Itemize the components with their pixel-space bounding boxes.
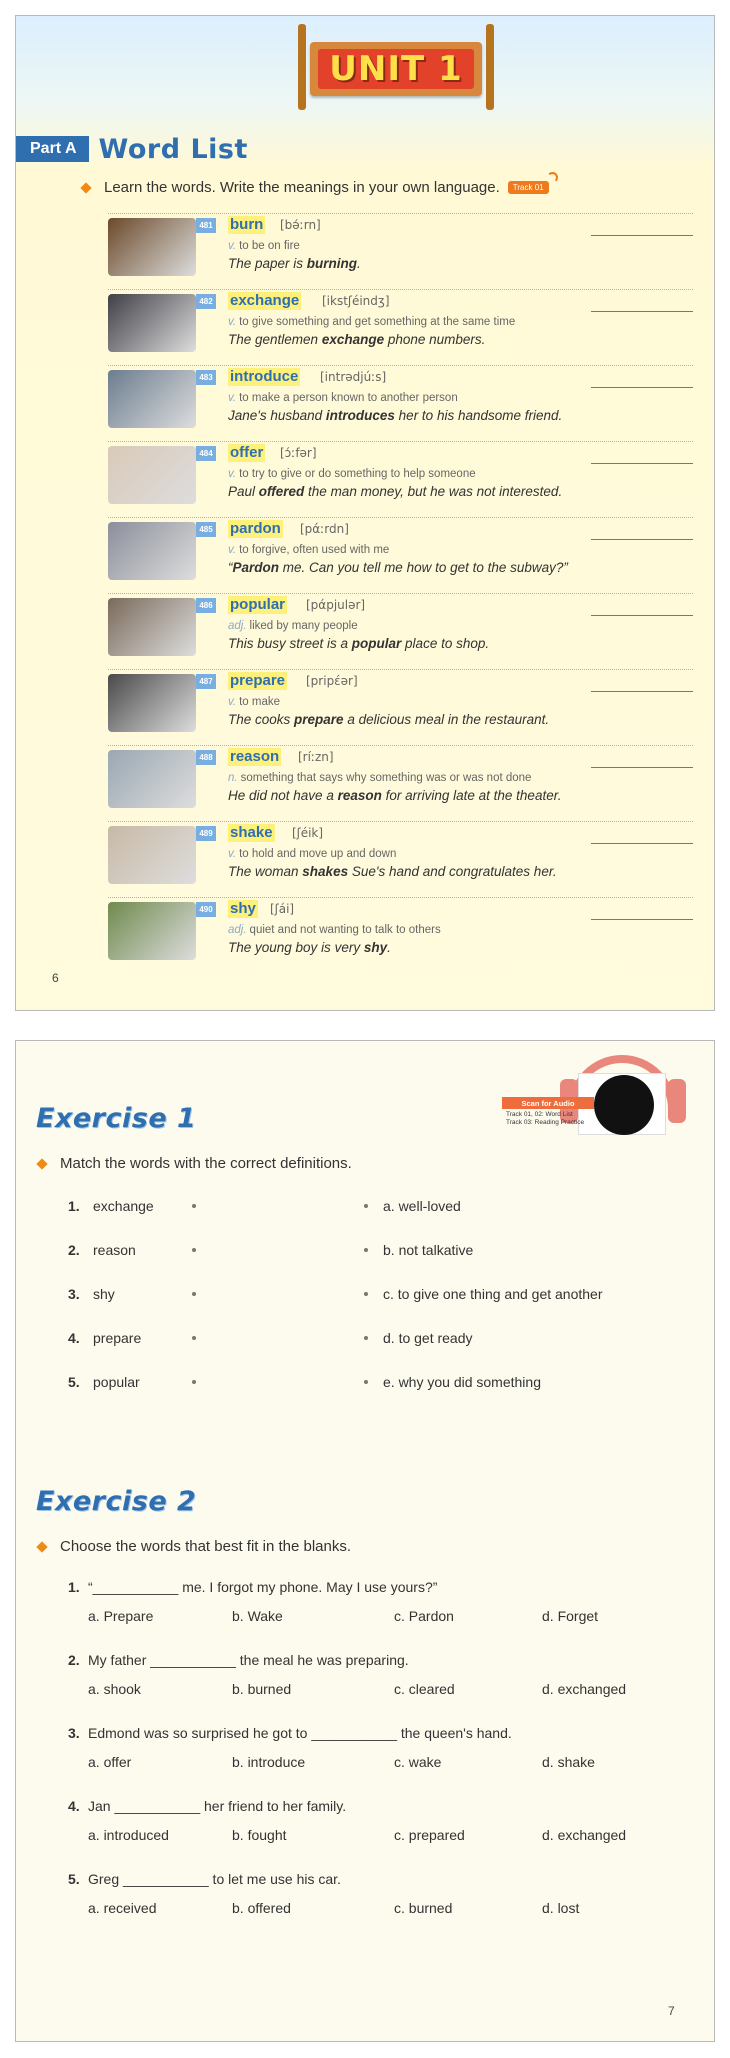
headword: popular	[230, 596, 285, 613]
example-keyword: burning	[306, 256, 358, 271]
exercise-2-title: Exercise 2	[36, 1486, 197, 1517]
word-number: 481	[196, 218, 216, 233]
word-entry	[108, 745, 693, 815]
word-number: 489	[196, 826, 216, 841]
example-text: her to his handsome friend.	[394, 408, 563, 423]
answer-option[interactable]: b. Wake	[232, 1608, 283, 1624]
example-sentence	[228, 864, 557, 879]
part-of-speech: v.	[228, 316, 237, 328]
question-number: 5.	[68, 1871, 80, 1887]
example-keyword: shakes	[302, 864, 349, 879]
meaning-blank[interactable]	[591, 235, 693, 236]
definition	[228, 848, 396, 860]
definition	[228, 240, 300, 252]
headword: pardon	[230, 520, 281, 537]
word-number: 485	[196, 522, 216, 537]
answer-option[interactable]: a. Prepare	[88, 1608, 154, 1624]
match-dot-left[interactable]	[192, 1336, 196, 1340]
answer-option[interactable]: c. wake	[394, 1754, 442, 1770]
word-illustration	[108, 750, 196, 808]
part-of-speech: v.	[228, 240, 237, 252]
instruction-text: Learn the words. Write the meanings in your own language.	[104, 179, 500, 196]
headword: exchange	[230, 292, 300, 309]
question-sentence: Jan ___________ her friend to her family.	[88, 1798, 347, 1814]
question	[68, 1652, 688, 1702]
example-keyword: reason	[337, 788, 382, 803]
scan-track-line-2: Track 03: Reading Practice	[506, 1119, 585, 1126]
headword: prepare	[230, 672, 286, 689]
part-of-speech: adj.	[228, 620, 247, 632]
word-illustration	[108, 902, 196, 960]
page-number: 6	[52, 971, 59, 985]
word-illustration	[108, 370, 196, 428]
answer-option[interactable]: d. shake	[542, 1754, 595, 1770]
definition-text: to make	[239, 696, 281, 708]
part-tag: Part A	[16, 136, 89, 162]
meaning-blank[interactable]	[591, 539, 693, 540]
entry-divider	[108, 669, 693, 670]
example-text: for arriving late at the theater.	[381, 788, 562, 803]
part-of-speech: v.	[228, 848, 237, 860]
scan-for-audio[interactable]	[502, 1055, 698, 1137]
pronunciation: [ikstʃéindʒ]	[322, 294, 390, 308]
part-of-speech: adj.	[228, 924, 247, 936]
match-word: reason	[93, 1242, 136, 1258]
word-illustration	[108, 446, 196, 504]
entry-divider	[108, 821, 693, 822]
word-illustration	[108, 218, 196, 276]
banner-pole-left	[298, 24, 306, 110]
answer-option[interactable]: b. burned	[232, 1681, 292, 1697]
example-sentence	[228, 256, 361, 271]
word-number: 483	[196, 370, 216, 385]
answer-option[interactable]: b. offered	[232, 1900, 291, 1916]
part-title: Word List	[98, 133, 248, 165]
meaning-blank[interactable]	[591, 919, 693, 920]
answer-option[interactable]: b. introduce	[232, 1754, 306, 1770]
example-keyword: popular	[351, 636, 402, 651]
definition	[228, 696, 280, 708]
match-dot-left[interactable]	[192, 1380, 196, 1384]
entry-divider	[108, 745, 693, 746]
meaning-blank[interactable]	[591, 843, 693, 844]
pronunciation: [ʃái]	[270, 902, 295, 916]
match-row	[68, 1286, 668, 1308]
instruction-text: Choose the words that best fit in the blanks.	[60, 1538, 351, 1555]
word-number: 490	[196, 902, 216, 917]
match-word: shy	[93, 1286, 115, 1302]
entry-divider	[108, 441, 693, 442]
meaning-blank[interactable]	[591, 615, 693, 616]
item-number: 2.	[68, 1242, 80, 1258]
example-text: place to shop.	[401, 636, 490, 651]
definition-text: to forgive, often used with me	[239, 544, 390, 556]
definition	[228, 392, 458, 404]
question	[68, 1725, 688, 1775]
example-text: The cooks	[228, 712, 295, 727]
word-entry	[108, 669, 693, 739]
word-entry	[108, 289, 693, 359]
exercise-1-instruction	[38, 1155, 352, 1172]
match-dot-right[interactable]	[364, 1336, 368, 1340]
item-number: 5.	[68, 1374, 80, 1390]
word-entry	[108, 821, 693, 891]
word-entry	[108, 593, 693, 663]
question-sentence: Greg ___________ to let me use his car.	[88, 1871, 341, 1887]
pronunciation: [pάːrdn]	[300, 522, 349, 536]
word-illustration	[108, 674, 196, 732]
example-sentence	[228, 788, 561, 803]
question-number: 1.	[68, 1579, 80, 1595]
item-number: 4.	[68, 1330, 80, 1346]
banner-pole-right	[486, 24, 494, 110]
headword: burn	[230, 216, 264, 233]
banner-board	[310, 42, 482, 96]
qr-code-icon	[594, 1075, 654, 1135]
example-sentence	[228, 636, 489, 651]
match-dot-left[interactable]	[192, 1248, 196, 1252]
headword: offer	[230, 444, 264, 461]
match-word: exchange	[93, 1198, 154, 1214]
match-dot-right[interactable]	[364, 1204, 368, 1208]
example-text: Sue's hand and congratulates her.	[348, 864, 557, 879]
definition-text: to try to give or do something to help someone	[239, 468, 476, 480]
example-sentence	[228, 940, 391, 955]
match-row	[68, 1198, 668, 1220]
answer-option[interactable]: c. cleared	[394, 1681, 455, 1697]
answer-option[interactable]: c. Pardon	[394, 1608, 454, 1624]
word-entry	[108, 365, 693, 435]
definition	[228, 468, 476, 480]
example-sentence	[228, 712, 549, 727]
bullet-diamond-icon	[36, 1158, 47, 1169]
unit-banner	[298, 24, 494, 112]
pronunciation: [bə́ːrn]	[280, 218, 321, 232]
definition	[228, 620, 358, 632]
meaning-blank[interactable]	[591, 767, 693, 768]
part-of-speech: v.	[228, 544, 237, 556]
example-keyword: Pardon	[232, 560, 280, 575]
match-definition: e. why you did something	[383, 1374, 541, 1390]
example-text: .	[387, 940, 391, 955]
headphones-ear-right-icon	[668, 1079, 686, 1123]
match-dot-left[interactable]	[192, 1292, 196, 1296]
definition-text: liked by many people	[249, 620, 358, 632]
pronunciation: [ʃéik]	[292, 826, 324, 840]
part-header	[16, 134, 248, 164]
example-sentence	[228, 332, 485, 347]
question-number: 3.	[68, 1725, 80, 1741]
example-text: “	[228, 560, 233, 575]
word-number: 486	[196, 598, 216, 613]
word-number: 484	[196, 446, 216, 461]
pronunciation: [pripέər]	[306, 674, 358, 688]
match-row	[68, 1330, 668, 1352]
definition-text: to be on fire	[239, 240, 300, 252]
word-illustration	[108, 294, 196, 352]
part-of-speech: v.	[228, 696, 237, 708]
bullet-diamond-icon	[80, 182, 91, 193]
definition-text: something that says why something was or was not done	[240, 772, 532, 784]
word-entry	[108, 441, 693, 511]
pronunciation: [intrədjúːs]	[320, 370, 387, 384]
answer-option[interactable]: a. shook	[88, 1681, 141, 1697]
answer-option[interactable]: a. received	[88, 1900, 157, 1916]
answer-option[interactable]: a. introduced	[88, 1827, 169, 1843]
example-text: The gentlemen	[228, 332, 322, 347]
question-sentence: My father ___________ the meal he was preparing.	[88, 1652, 409, 1668]
definition	[228, 544, 389, 556]
meaning-blank[interactable]	[591, 463, 693, 464]
meaning-blank[interactable]	[591, 691, 693, 692]
word-illustration	[108, 598, 196, 656]
headword: shy	[230, 900, 256, 917]
answer-option[interactable]: a. offer	[88, 1754, 132, 1770]
match-dot-right[interactable]	[364, 1248, 368, 1252]
part-of-speech: n.	[228, 772, 238, 784]
entry-divider	[108, 897, 693, 898]
word-illustration	[108, 826, 196, 884]
match-row	[68, 1374, 668, 1396]
example-text: Jane's husband	[228, 408, 326, 423]
answer-option[interactable]: d. Forget	[542, 1608, 599, 1624]
example-text: This busy street is a	[228, 636, 352, 651]
unit-title: UNIT 1	[329, 49, 463, 89]
pronunciation: [ɔ́ːfər]	[280, 446, 317, 460]
example-keyword: offered	[258, 484, 305, 499]
exercise-2-instruction	[38, 1538, 351, 1555]
bullet-diamond-icon	[36, 1541, 47, 1552]
word-number: 482	[196, 294, 216, 309]
instruction-text: Match the words with the correct definitions.	[60, 1155, 352, 1172]
word-number: 488	[196, 750, 216, 765]
example-text: the man money, but he was not interested.	[304, 484, 563, 499]
match-definition: d. to get ready	[383, 1330, 473, 1346]
pronunciation: [pάpjulər]	[306, 598, 366, 612]
match-dot-right[interactable]	[364, 1292, 368, 1296]
answer-option[interactable]: d. exchanged	[542, 1827, 627, 1843]
question	[68, 1798, 688, 1848]
example-text: a delicious meal in the restaurant.	[343, 712, 550, 727]
meaning-blank[interactable]	[591, 311, 693, 312]
answer-option[interactable]: d. lost	[542, 1900, 580, 1916]
match-row	[68, 1242, 668, 1264]
word-entry	[108, 897, 693, 967]
question-sentence: Edmond was so surprised he got to ___________ the queen's hand.	[88, 1725, 512, 1741]
question-number: 4.	[68, 1798, 80, 1814]
page-number: 7	[668, 2004, 675, 2018]
question-sentence: “___________ me. I forgot my phone. May I use yours?”	[88, 1579, 438, 1595]
audio-track-badge[interactable]	[508, 181, 549, 194]
headword: reason	[230, 748, 280, 765]
exercise-1-title: Exercise 1	[36, 1103, 197, 1134]
example-keyword: exchange	[321, 332, 385, 347]
match-word: popular	[93, 1374, 140, 1390]
part-of-speech: v.	[228, 392, 237, 404]
match-word: prepare	[93, 1330, 142, 1346]
meaning-blank[interactable]	[591, 387, 693, 388]
example-text: me. Can you tell me how to get to the subway?”	[279, 560, 568, 575]
word-entry	[108, 517, 693, 587]
definition-text: quiet and not wanting to talk to others	[249, 924, 441, 936]
scan-track-line-1: Track 01, 02: Word List	[506, 1111, 573, 1118]
word-entry	[108, 213, 693, 283]
headword: introduce	[230, 368, 299, 385]
definition-text: to make a person known to another person	[239, 392, 458, 404]
item-number: 3.	[68, 1286, 80, 1302]
match-definition: a. well-loved	[383, 1198, 461, 1214]
entry-divider	[108, 593, 693, 594]
scan-for-audio-label: Scan for Audio	[502, 1097, 594, 1109]
example-sentence	[228, 484, 562, 499]
entry-divider	[108, 517, 693, 518]
example-text: He did not have a	[228, 788, 338, 803]
question	[68, 1579, 688, 1629]
match-definition: b. not talkative	[383, 1242, 474, 1258]
definition-text: to hold and move up and down	[239, 848, 397, 860]
answer-option[interactable]: d. exchanged	[542, 1681, 627, 1697]
example-keyword: shy	[363, 940, 388, 955]
page-7	[15, 1040, 715, 2042]
example-text: phone numbers.	[384, 332, 486, 347]
match-dot-right[interactable]	[364, 1380, 368, 1384]
pronunciation: [ríːzn]	[298, 750, 334, 764]
word-list-instruction	[82, 179, 549, 196]
example-sentence	[228, 560, 568, 575]
example-sentence	[228, 408, 562, 423]
example-keyword: introduces	[325, 408, 395, 423]
example-text: The young boy is very	[228, 940, 364, 955]
answer-option[interactable]: b. fought	[232, 1827, 287, 1843]
definition-text: to give something and get something at the same time	[239, 316, 516, 328]
answer-option[interactable]: c. prepared	[394, 1827, 465, 1843]
match-definition: c. to give one thing and get another	[383, 1286, 603, 1302]
headword: shake	[230, 824, 273, 841]
definition	[228, 772, 531, 784]
entry-divider	[108, 213, 693, 214]
answer-option[interactable]: c. burned	[394, 1900, 453, 1916]
example-text: .	[357, 256, 361, 271]
page-6	[15, 15, 715, 1011]
item-number: 1.	[68, 1198, 80, 1214]
scan-tracks	[506, 1111, 584, 1127]
question	[68, 1871, 688, 1921]
example-text: Paul	[228, 484, 259, 499]
track-label: Track 01	[512, 183, 544, 192]
word-number: 487	[196, 674, 216, 689]
example-text: The woman	[228, 864, 303, 879]
match-dot-left[interactable]	[192, 1204, 196, 1208]
question-number: 2.	[68, 1652, 80, 1668]
entry-divider	[108, 365, 693, 366]
word-illustration	[108, 522, 196, 580]
part-of-speech: v.	[228, 468, 237, 480]
example-text: The paper is	[228, 256, 307, 271]
sound-wave-icon	[547, 172, 558, 183]
example-keyword: prepare	[294, 712, 344, 727]
definition	[228, 924, 441, 936]
entry-divider	[108, 289, 693, 290]
definition	[228, 316, 515, 328]
